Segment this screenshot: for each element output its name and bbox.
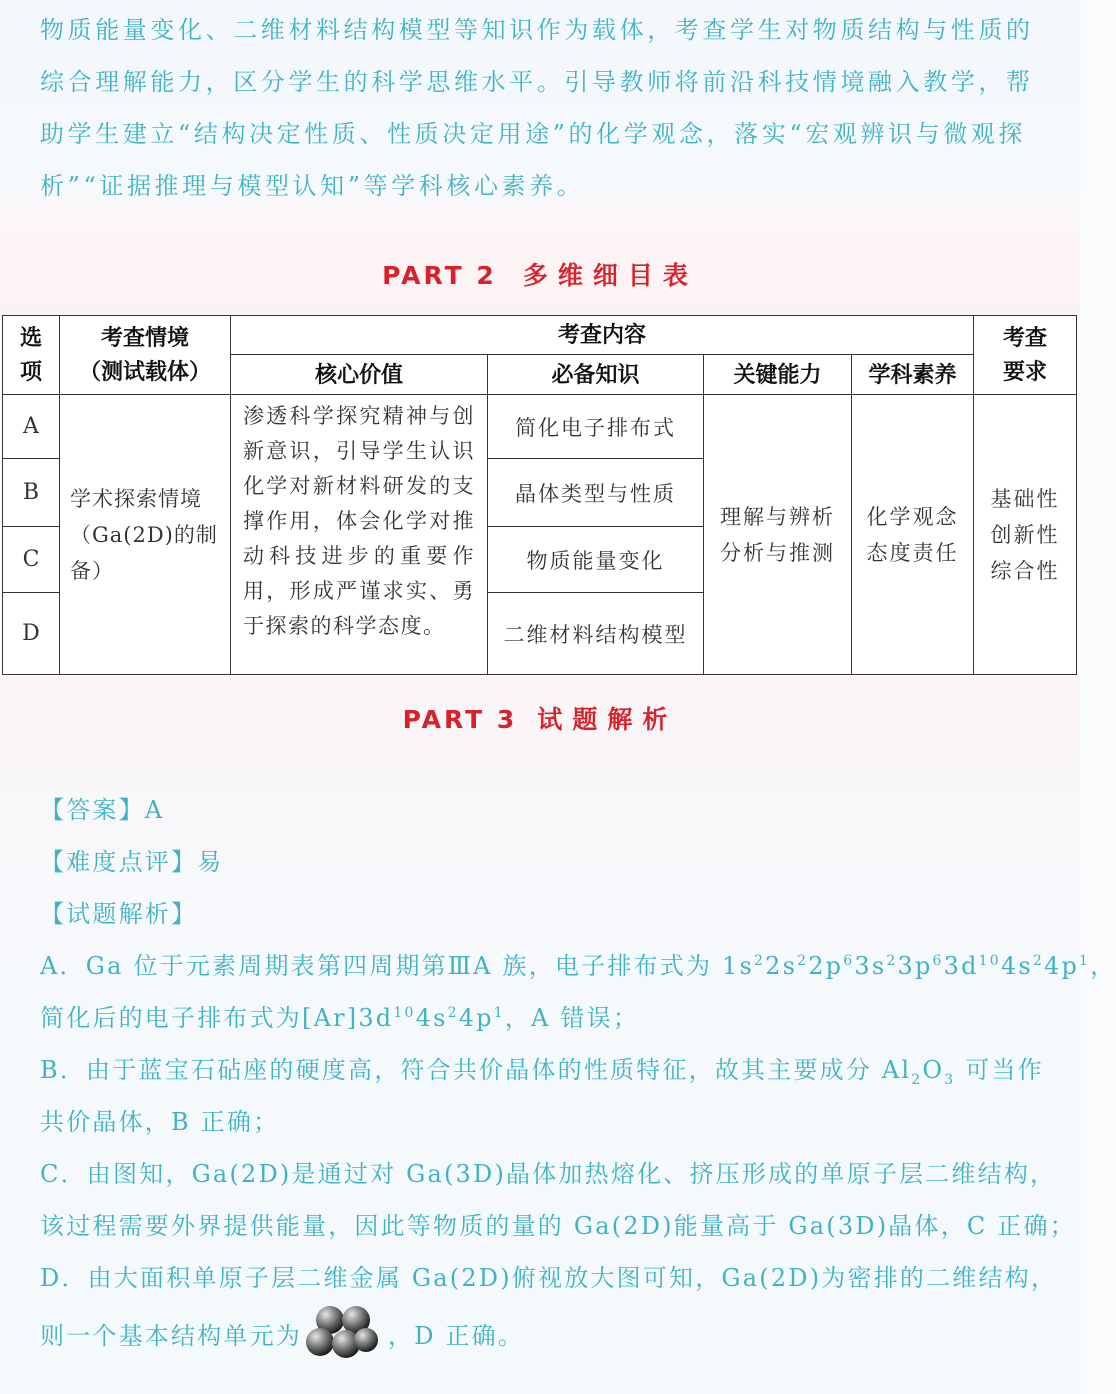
electron-configuration: $1s^22s^22p^63s^23p^63d^{10}4s^24p^1$ <box>721 952 1091 980</box>
part2-label: PART 2 <box>382 261 497 290</box>
header-knowledge: 必备知识 <box>488 355 704 395</box>
header-option: 选 项 <box>3 316 60 395</box>
part3-heading <box>0 700 1080 736</box>
header-ability: 关键能力 <box>704 355 852 395</box>
option-c: C <box>3 527 60 593</box>
header-core-value: 核心价值 <box>231 355 488 395</box>
analysis-section <box>40 784 1116 1368</box>
requirement-cell: 基础性 创新性 综合性 <box>974 395 1077 675</box>
header-content: 考查内容 <box>231 316 974 355</box>
atom-cluster-icon <box>306 1302 380 1362</box>
knowledge-a: 简化电子排布式 <box>488 395 704 459</box>
knowledge-c: 物质能量变化 <box>488 527 704 593</box>
difficulty-line: 【难度点评】易 <box>40 848 224 876</box>
option-d: D <box>3 593 60 675</box>
option-b-analysis-line-1: B．由于蓝宝石砧座的硬度高，符合共价晶体的性质特征，故其主要成分 $Al_2O_3$ 可当作 <box>40 1056 1044 1088</box>
core-value-cell: 渗透科学探究精神与创新意识，引导学生认识化学对新材料研发的支撑作用，体会化学对推动科技进步的重要作用，形成严谨求实、勇于探索的科学态度。 <box>231 395 488 675</box>
option-a: A <box>3 395 60 459</box>
analysis-heading: 【试题解析】 <box>40 900 198 928</box>
specification-table <box>2 315 1077 675</box>
header-literacy: 学科素养 <box>852 355 974 395</box>
option-d-analysis-line-1: D．由大面积单原子层二维金属 Ga(2D)俯视放大图可知，Ga(2D)为密排的二维结构， <box>40 1264 1058 1292</box>
answer-line: 【答案】A <box>40 796 165 824</box>
situation-cell: 学术探索情境（Ga(2D)的制备） <box>60 395 231 675</box>
part2-heading <box>0 256 1080 292</box>
option-a-analysis-line-2: 简化后的电子排布式为$[Ar]3d^{10}4s^24p^1$，A 错误； <box>40 1004 640 1032</box>
knowledge-b: 晶体类型与性质 <box>488 459 704 527</box>
literacy-cell: 化学观念 态度责任 <box>852 395 974 675</box>
part3-title: 试题解析 <box>537 705 678 734</box>
part3-label: PART 3 <box>402 705 518 734</box>
option-c-analysis-line-1: C．由图知，Ga(2D)是通过对 Ga(3D)晶体加热熔化、挤压形成的单原子层二维结构， <box>40 1160 1057 1188</box>
ability-cell: 理解与辨析 分析与推测 <box>704 395 852 675</box>
option-c-analysis-line-2: 该过程需要外界提供能量，因此等物质的量的 Ga(2D)能量高于 Ga(3D)晶体，C 正确； <box>40 1212 1076 1240</box>
part2-title: 多维细目表 <box>522 261 698 290</box>
knowledge-d: 二维材料结构模型 <box>488 593 704 675</box>
option-b: B <box>3 459 60 527</box>
header-requirement: 考查 要求 <box>974 316 1077 395</box>
header-situation: 考查情境 （测试载体） <box>60 316 231 395</box>
option-a-analysis-line-1: A．Ga 位于元素周期表第四周期第ⅢA 族，电子排布式为 $1s^22s^22p^63s^23p^63d^{10}4s^24p^1$， <box>40 952 1116 980</box>
option-b-analysis-line-2: 共价晶体，B 正确； <box>40 1108 280 1136</box>
option-d-analysis-line-2: 则一个基本结构单元为 ，D 正确。 <box>40 1304 1050 1368</box>
intro-paragraph: 物质能量变化、二维材料结构模型等知识作为载体，考查学生对物质结构与性质的综合理解能力，区分学生的科学思维水平。引导教师将前沿科技情境融入教学，帮助学生建立“结构决定性质、性质决定用途”的化学观念，落实“宏观辨识与微观探析”“证据推理与模型认知”等学科核心素养。 <box>40 16 1034 200</box>
